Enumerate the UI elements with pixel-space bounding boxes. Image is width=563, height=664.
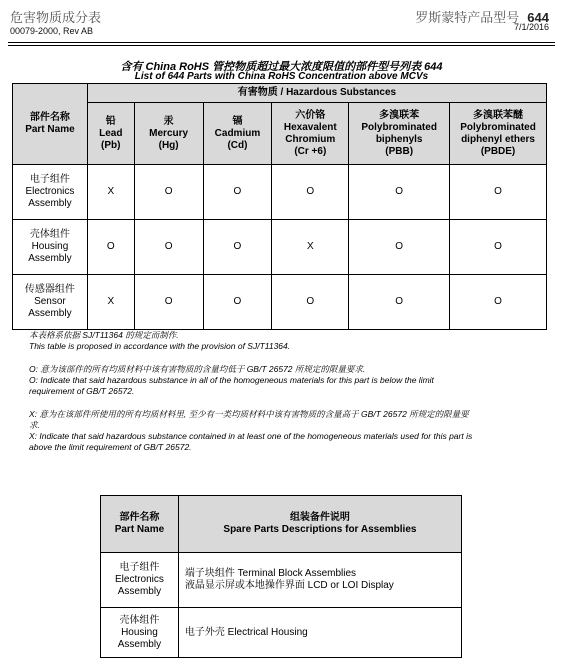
table-row <box>101 608 462 658</box>
hazard-header: 有害物质 / Hazardous Substances <box>87 84 546 103</box>
part-name-en: Electronics <box>114 574 164 585</box>
value-cell: O <box>272 165 349 220</box>
value-cell: O <box>134 220 203 275</box>
header-rule-bottom <box>8 45 555 46</box>
value-cell: O <box>450 220 547 275</box>
note-o-definition <box>29 364 549 397</box>
col-header-lead <box>87 103 134 165</box>
col-header-line: Mercury <box>149 127 189 139</box>
value-cell: O <box>450 275 547 330</box>
part-name-header <box>13 84 88 165</box>
spare-desc-header-en: Spare Parts Descriptions for Assemblies <box>223 524 417 535</box>
col-header-line: (Cd) <box>227 139 248 151</box>
col-header-line: (Hg) <box>158 139 179 151</box>
part-name-en: Housing <box>31 241 69 252</box>
col-header-line: 六价铬 <box>295 109 326 121</box>
spare-desc-line: 液晶显示屏或本地操作界面 LCD or LOI Display <box>184 580 394 591</box>
value-cell: O <box>203 275 272 330</box>
value-cell: O <box>87 220 134 275</box>
col-header-hexavalent-chromium <box>272 103 349 165</box>
spare-desc-header <box>178 496 461 553</box>
hazardous-substances-table <box>12 83 547 330</box>
spare-part-name-header-cn: 部件名称 <box>119 512 160 523</box>
value-cell: X <box>87 165 134 220</box>
spare-row-part-name <box>101 608 179 658</box>
title-chinese: 含有 China RoHS 管控物质超过最大浓度限值的部件型号列表 644 <box>120 61 443 73</box>
header-left-title: 危害物质成分表 <box>10 10 102 25</box>
col-header-line: Polybrominated <box>361 121 437 133</box>
note-line: requirement of GB/T 26572. <box>29 386 135 396</box>
part-name-en: Sensor <box>34 296 66 307</box>
spare-desc-header-cn: 组装备件说明 <box>289 512 350 523</box>
col-header-line: Chromium <box>285 133 336 145</box>
col-header-line: 多溴联苯醚 <box>473 109 524 121</box>
part-name-cn: 壳体组件 <box>29 229 70 240</box>
spare-row-description <box>178 553 461 608</box>
row-part-name <box>13 165 88 220</box>
note-line: above the limit requirement of GB/T 26572. <box>29 442 192 452</box>
col-header-line: 铅 <box>105 115 116 127</box>
value-cell: O <box>134 275 203 330</box>
note-line: This table is proposed in accordance with the provision of SJ/T11364. <box>29 341 291 351</box>
part-name-en: Assembly <box>28 308 72 319</box>
note-line: X: Indicate that said hazardous substance contained in at least one of the homogeneous materials used for this part is <box>29 431 473 441</box>
doc-number: 00079-2000, Rev AB <box>10 26 94 36</box>
model-number: 644 <box>527 10 549 25</box>
value-cell: O <box>349 220 450 275</box>
table-row <box>13 165 547 220</box>
col-header-line: Hexavalent <box>283 121 337 133</box>
table-row <box>13 220 547 275</box>
part-name-en: Assembly <box>117 586 162 597</box>
spare-row-description <box>178 608 461 658</box>
col-header-cadmium <box>203 103 272 165</box>
spare-parts-table <box>100 495 462 658</box>
value-cell: O <box>272 275 349 330</box>
table-row <box>101 553 462 608</box>
col-header-line: Cadmium <box>214 127 261 139</box>
value-cell: O <box>203 220 272 275</box>
value-cell: O <box>203 165 272 220</box>
col-header-mercury <box>134 103 203 165</box>
note-line: 求. <box>29 420 40 430</box>
header-right-title: 罗斯蒙特产品型号 <box>415 10 520 25</box>
spare-part-name-header <box>101 496 179 553</box>
spare-desc-line: 端子块组件 Terminal Block Assemblies <box>184 568 357 579</box>
spare-part-name-header-en: Part Name <box>114 524 165 535</box>
value-cell: O <box>349 275 450 330</box>
col-header-line: 多溴联苯 <box>379 109 420 121</box>
note-line: O: Indicate that said hazardous substance in all of the homogeneous materials for this part is below the limit <box>29 375 434 385</box>
note-line: X: 意为在该部件所使用的所有均质材料里, 至少有一类均质材料中该有害物质的含量高于 GB/T 26572 所规定的限量要 <box>29 409 469 419</box>
col-header-line: (Pb) <box>101 139 121 151</box>
part-name-en: Electronics <box>25 186 75 197</box>
col-header-pbde <box>450 103 547 165</box>
part-name-cn: 壳体组件 <box>119 614 160 626</box>
col-header-line: diphenyl ethers <box>461 133 535 145</box>
title-english: List of 644 Parts with China RoHS Concentration above MCVs <box>134 71 429 82</box>
note-line: 本表格系依据 SJ/T11364 的规定而制作. <box>29 330 179 340</box>
note-standard <box>29 330 549 352</box>
col-header-line: 汞 <box>163 115 174 127</box>
col-header-line: (PBDE) <box>480 145 516 157</box>
part-name-cn: 电子组件 <box>29 174 70 185</box>
part-name-header-cn: 部件名称 <box>29 112 70 123</box>
value-cell: O <box>450 165 547 220</box>
row-part-name <box>13 275 88 330</box>
part-name-en: Assembly <box>28 198 72 209</box>
col-header-line: 镉 <box>232 115 243 127</box>
table-row <box>13 275 547 330</box>
col-header-line: (Cr +6) <box>294 145 327 157</box>
note-line: O: 意为该部件的所有均质材料中该有害物质的含量均低于 GB/T 26572 所规定的限量要求. <box>29 364 366 374</box>
part-name-en: Assembly <box>28 253 72 264</box>
col-header-line: Polybrominated <box>460 121 536 133</box>
value-cell: X <box>87 275 134 330</box>
header-rule-top <box>8 42 555 43</box>
part-name-cn: 传感器组件 <box>24 284 75 295</box>
spare-row-part-name <box>101 553 179 608</box>
col-header-line: Lead <box>99 127 123 139</box>
col-header-line: (PBB) <box>385 145 414 157</box>
col-header-line: biphenyls <box>375 133 423 145</box>
value-cell: X <box>272 220 349 275</box>
doc-date: 7/1/2016 <box>513 22 549 32</box>
part-name-header-en: Part Name <box>25 124 75 135</box>
part-name-cn: 电子组件 <box>119 562 160 573</box>
spare-desc-line: 电子外壳 Electrical Housing <box>184 626 308 638</box>
col-header-pbb <box>349 103 450 165</box>
part-name-en: Housing <box>121 626 158 638</box>
value-cell: O <box>349 165 450 220</box>
value-cell: O <box>134 165 203 220</box>
part-name-en: Assembly <box>117 638 162 650</box>
note-x-definition <box>29 409 549 453</box>
row-part-name <box>13 220 88 275</box>
